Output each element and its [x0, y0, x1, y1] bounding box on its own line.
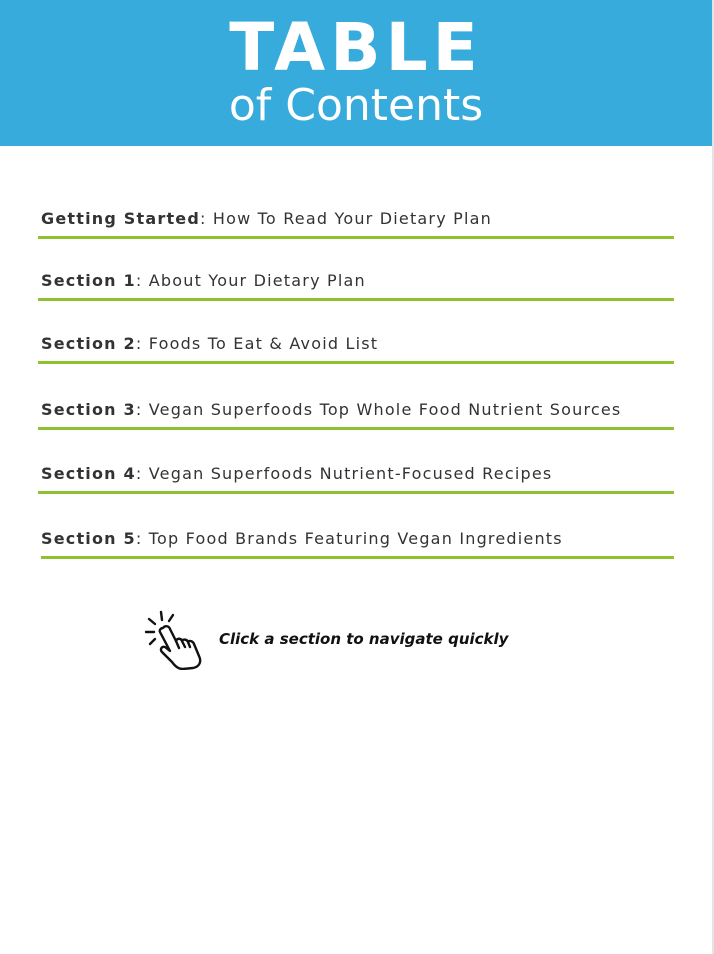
toc-entry-title: How To Read Your Dietary Plan — [206, 209, 492, 228]
pointing-hand-click-icon — [143, 610, 205, 670]
toc-entry-section-4[interactable] — [38, 448, 674, 494]
toc-entry-text — [41, 334, 378, 353]
toc-entry-getting-started[interactable] — [38, 196, 674, 239]
toc-entry-label: Section 2 — [41, 334, 136, 353]
header-banner — [0, 0, 712, 146]
toc-entry-section-3[interactable] — [38, 382, 674, 430]
toc-entry-separator: : — [200, 209, 207, 228]
toc-entry-title: Vegan Superfoods Nutrient-Focused Recipes — [142, 464, 553, 483]
toc-entry-text — [41, 464, 552, 483]
navigation-hint — [143, 610, 563, 670]
toc-entry-section-1[interactable] — [38, 257, 674, 301]
hint-text: Click a section to navigate quickly — [219, 630, 509, 648]
toc-entry-separator: : — [135, 464, 143, 483]
toc-entry-label: Section 3 — [41, 400, 136, 419]
toc-entry-section-2[interactable] — [38, 318, 674, 364]
title-sub: of Contents — [228, 80, 484, 131]
toc-entry-text — [41, 529, 563, 548]
toc-entry-section-5[interactable] — [41, 510, 674, 559]
toc-entry-title: Foods To Eat & Avoid List — [142, 334, 379, 353]
toc-entry-label: Section 5 — [41, 529, 136, 548]
toc-entry-text — [41, 400, 621, 419]
toc-entry-title: About Your Dietary Plan — [142, 271, 366, 290]
toc-entry-text — [41, 271, 366, 290]
toc-entry-title: Top Food Brands Featuring Vegan Ingredients — [142, 529, 563, 548]
toc-entry-label: Section 1 — [41, 271, 136, 290]
toc-entry-label: Getting Started — [41, 209, 200, 228]
toc-entry-separator: : — [135, 400, 143, 419]
toc-entry-separator: : — [135, 271, 143, 290]
toc-entry-separator: : — [135, 334, 143, 353]
toc-entry-text — [41, 209, 492, 228]
toc-entry-label: Section 4 — [41, 464, 136, 483]
title-main: TABLE — [229, 9, 483, 86]
toc-entry-title: Vegan Superfoods Top Whole Food Nutrient Sources — [142, 400, 622, 419]
toc-entry-separator: : — [135, 529, 143, 548]
